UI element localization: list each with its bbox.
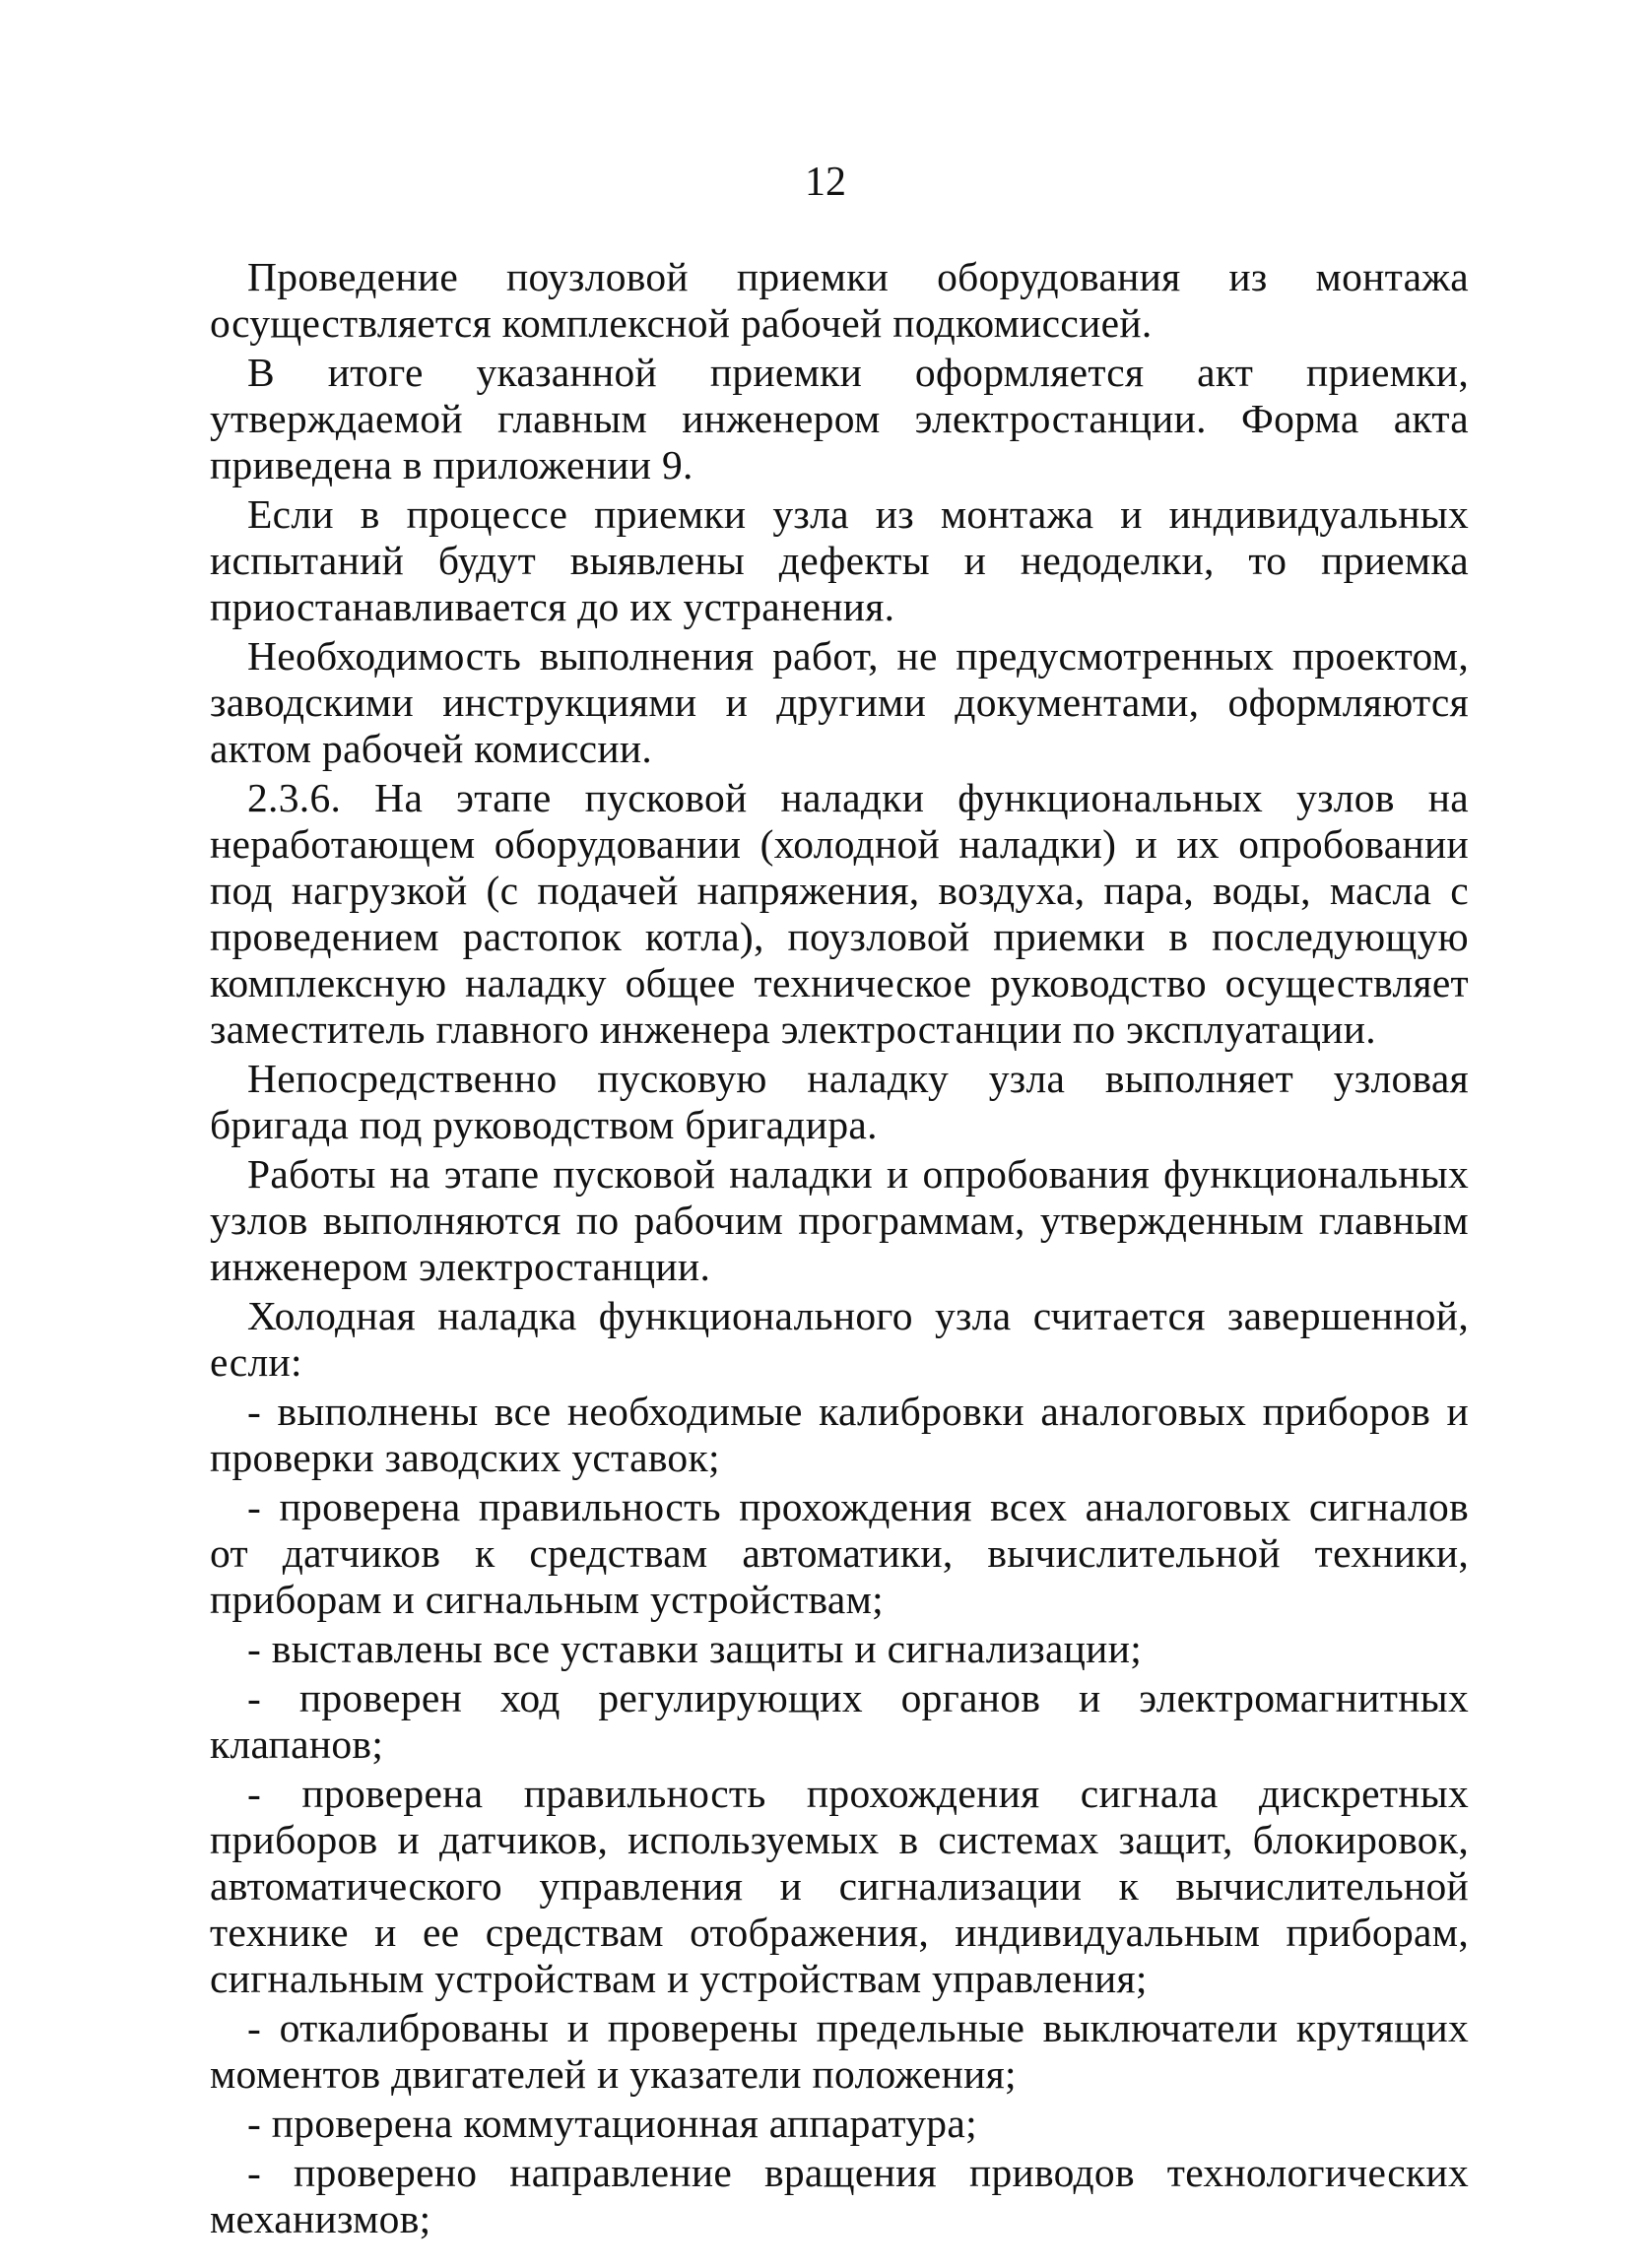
list-item: - откалиброваны и проверены предельные выключатели крутящих моментов двигателей и указатели положения;	[210, 2005, 1469, 2097]
list-item: - проверена коммутационная аппаратура;	[247, 2101, 977, 2146]
list-item: - выполнены все необходимые калибровки аналоговых приборов и проверки заводских уставок;	[210, 1389, 1469, 1480]
paragraph-brigade: Непосредственно пусковую наладку узла выполняет узловая бригада под руководством бригадира.	[210, 1056, 1469, 1147]
paragraph-work-programs: Работы на этапе пусковой наладки и опробования функциональных узлов выполняются по рабочим программам, утвержденным главным инженером электростанции.	[210, 1151, 1469, 1289]
paragraph-acceptance-act: В итоге указанной приемки оформляется акт приемки, утверждаемой главным инженером электростанции. Форма акта приведена в приложении 9.	[210, 350, 1469, 487]
page-number: 12	[805, 160, 846, 205]
body-text	[210, 254, 1469, 2242]
list-item: - проверен ход регулирующих органов и электромагнитных клапанов;	[210, 1675, 1469, 1767]
paragraph-cold-setup-intro: Холодная наладка функционального узла считается завершенной, если:	[210, 1293, 1469, 1385]
paragraph-section-2-3-6: 2.3.6. На этапе пусковой наладки функциональных узлов на неработающем оборудовании (холодной наладки) и их опробовании под нагрузкой (с подачей напряжения, воздуха, пара, воды, масла с проведением растопок котла), поузловой приемки в последующую комплексную наладку общее техническое руководство осуществляет заместитель главного инженера электростанции по эксплуатации.	[210, 775, 1469, 1052]
list-item: - выставлены все уставки защиты и сигнализации;	[247, 1626, 1143, 1671]
paragraph-defects: Если в процессе приемки узла из монтажа и индивидуальных испытаний будут выявлены дефекты и недоделки, то приемка приостанавливается до их устранения.	[210, 491, 1469, 629]
paragraph-extra-works: Необходимость выполнения работ, не предусмотренных проектом, заводскими инструкциями и другими документами, оформляются актом рабочей комиссии.	[210, 633, 1469, 771]
list-item: - проверена правильность прохождения сигнала дискретных приборов и датчиков, используемых в системах защит, блокировок, автоматического управления и сигнализации к вычислительной технике и ее средствам отображения, индивидуальным приборам, сигнальным устройствам и устройствам управления;	[210, 1771, 1469, 2001]
list-item: - проверено направление вращения приводов технологических механизмов;	[210, 2150, 1469, 2241]
paragraph-acceptance-commission: Проведение поузловой приемки оборудования из монтажа осуществляется комплексной рабочей подкомиссией.	[210, 254, 1469, 346]
list-item: - проверена правильность прохождения всех аналоговых сигналов от датчиков к средствам автоматики, вычислительной техники, приборам и сигнальным устройствам;	[210, 1484, 1469, 1622]
